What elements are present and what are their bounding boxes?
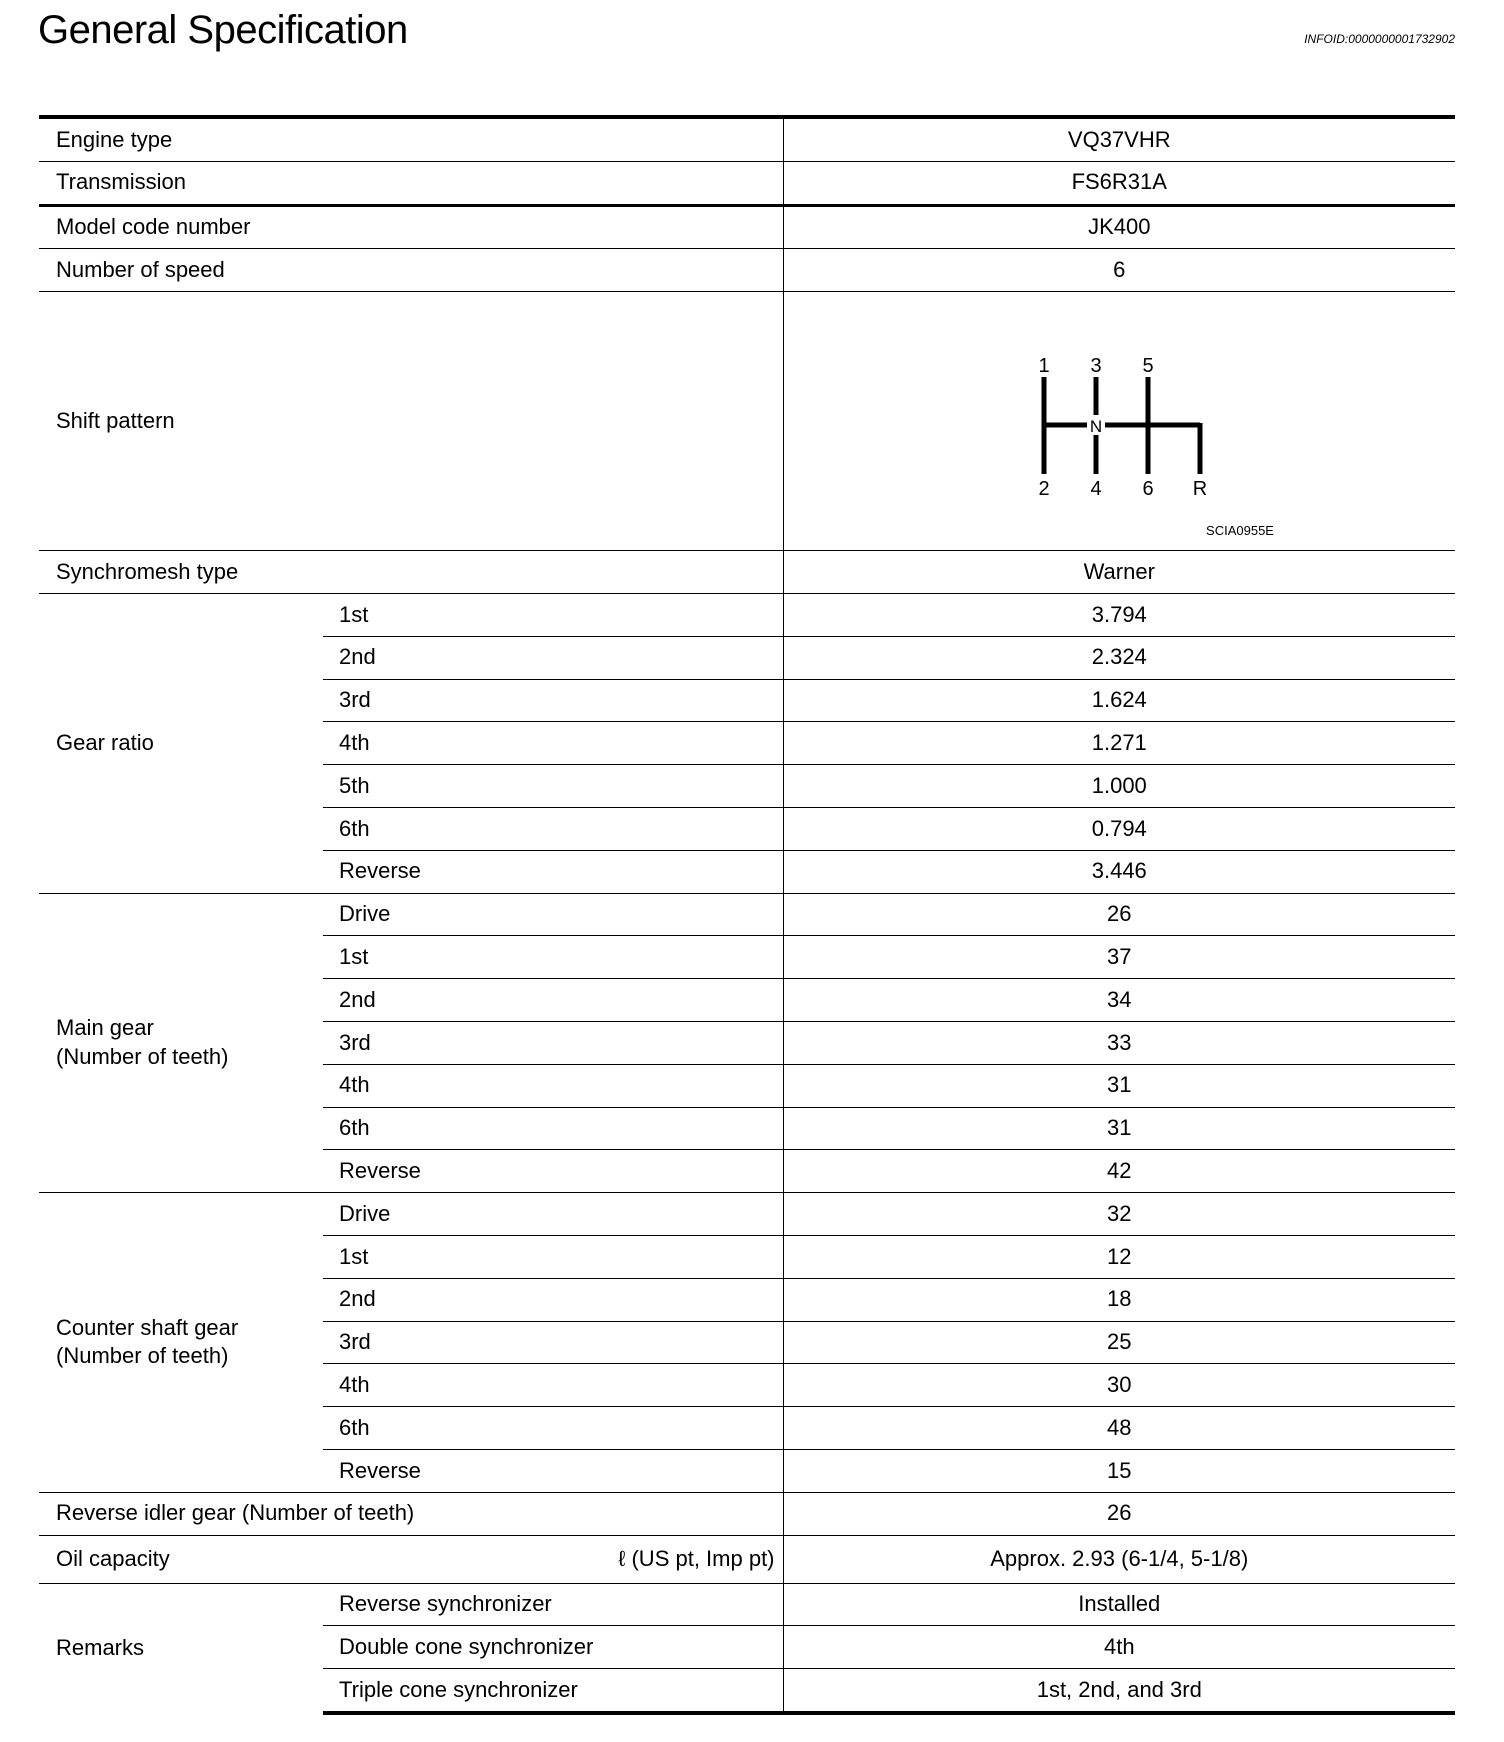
shift-label-4: 4 xyxy=(1089,478,1102,501)
oil-capacity-label: Oil capacity xyxy=(56,1545,170,1571)
gear-ratio-gear: 6th xyxy=(323,807,783,850)
table-row xyxy=(39,117,1455,161)
table-row xyxy=(39,893,1455,936)
shift-pattern-cell xyxy=(783,292,1455,551)
main-gear-value: 31 xyxy=(783,1064,1455,1107)
oil-capacity-label-cell xyxy=(39,1535,783,1583)
gear-ratio-value: 1.271 xyxy=(783,722,1455,765)
main-gear-gear: Drive xyxy=(323,893,783,936)
shift-label-n: N xyxy=(1089,417,1102,437)
main-gear-value: 33 xyxy=(783,1021,1455,1064)
table-row xyxy=(39,1535,1455,1583)
main-gear-gear: Reverse xyxy=(323,1150,783,1193)
counter-gear-value: 15 xyxy=(783,1449,1455,1492)
counter-gear-gear: 4th xyxy=(323,1364,783,1407)
engine-type-value: VQ37VHR xyxy=(783,117,1455,161)
shift-pattern-diagram xyxy=(784,292,1456,550)
page-title: General Specification xyxy=(38,8,408,52)
table-row xyxy=(39,1583,1455,1626)
main-gear-gear: 3rd xyxy=(323,1021,783,1064)
counter-gear-value: 48 xyxy=(783,1407,1455,1450)
shift-label-2: 2 xyxy=(1037,478,1050,501)
synchromesh-value: Warner xyxy=(783,551,1455,594)
gear-ratio-gear: 4th xyxy=(323,722,783,765)
counter-gear-gear: Drive xyxy=(323,1193,783,1236)
table-row xyxy=(39,292,1455,551)
shift-label-r: R xyxy=(1192,478,1207,501)
gear-ratio-gear: 3rd xyxy=(323,679,783,722)
counter-gear-value: 18 xyxy=(783,1278,1455,1321)
counter-gear-label-line1: Counter shaft gear xyxy=(56,1314,239,1340)
remarks-value: Installed xyxy=(783,1583,1455,1626)
oil-capacity-value: Approx. 2.93 (6-1/4, 5-1/8) xyxy=(783,1535,1455,1583)
main-gear-value: 42 xyxy=(783,1150,1455,1193)
gear-ratio-label: Gear ratio xyxy=(39,593,323,893)
table-row xyxy=(39,551,1455,594)
remarks-label: Remarks xyxy=(39,1583,323,1713)
main-gear-gear: 4th xyxy=(323,1064,783,1107)
gear-ratio-gear: 1st xyxy=(323,593,783,636)
shift-label-1: 1 xyxy=(1037,355,1050,378)
counter-gear-gear: 3rd xyxy=(323,1321,783,1364)
reverse-idler-label: Reverse idler gear (Number of teeth) xyxy=(39,1492,783,1535)
num-speed-label: Number of speed xyxy=(39,249,783,292)
remarks-item: Reverse synchronizer xyxy=(323,1583,783,1626)
info-id: INFOID:0000000001732902 xyxy=(1304,32,1455,46)
shift-label-6: 6 xyxy=(1141,478,1154,501)
shift-label-3: 3 xyxy=(1089,355,1102,378)
remarks-item: Double cone synchronizer xyxy=(323,1626,783,1669)
main-gear-label-line2: (Number of teeth) xyxy=(56,1043,229,1069)
table-row xyxy=(39,1492,1455,1535)
transmission-label: Transmission xyxy=(39,161,783,205)
gear-ratio-value: 2.324 xyxy=(783,636,1455,679)
remarks-item: Triple cone synchronizer xyxy=(323,1669,783,1713)
table-row xyxy=(39,593,1455,636)
gear-ratio-gear: 5th xyxy=(323,765,783,808)
gear-ratio-value: 3.794 xyxy=(783,593,1455,636)
main-gear-value: 31 xyxy=(783,1107,1455,1150)
shift-pattern-label: Shift pattern xyxy=(39,292,783,551)
main-gear-value: 34 xyxy=(783,979,1455,1022)
main-gear-value: 37 xyxy=(783,936,1455,979)
gear-ratio-value: 3.446 xyxy=(783,850,1455,893)
synchromesh-label: Synchromesh type xyxy=(39,551,783,594)
counter-gear-gear: Reverse xyxy=(323,1449,783,1492)
gear-ratio-value: 1.624 xyxy=(783,679,1455,722)
figure-id: SCIA0955E xyxy=(1205,523,1274,539)
remarks-value: 4th xyxy=(783,1626,1455,1669)
counter-gear-label-line2: (Number of teeth) xyxy=(56,1343,229,1369)
table-row xyxy=(39,1193,1455,1236)
counter-gear-gear: 2nd xyxy=(323,1278,783,1321)
remarks-value: 1st, 2nd, and 3rd xyxy=(783,1669,1455,1713)
table-row xyxy=(39,249,1455,292)
gear-ratio-gear: Reverse xyxy=(323,850,783,893)
gear-ratio-gear: 2nd xyxy=(323,636,783,679)
model-code-value: JK400 xyxy=(783,205,1455,249)
counter-gear-value: 30 xyxy=(783,1364,1455,1407)
main-gear-gear: 2nd xyxy=(323,979,783,1022)
oil-capacity-unit: ℓ (US pt, Imp pt) xyxy=(618,1545,775,1571)
counter-gear-gear: 1st xyxy=(323,1235,783,1278)
reverse-idler-value: 26 xyxy=(783,1492,1455,1535)
engine-type-label: Engine type xyxy=(39,117,783,161)
counter-gear-value: 32 xyxy=(783,1193,1455,1236)
counter-gear-value: 25 xyxy=(783,1321,1455,1364)
num-speed-value: 6 xyxy=(783,249,1455,292)
counter-gear-label xyxy=(39,1193,323,1493)
table-row xyxy=(39,205,1455,249)
main-gear-value: 26 xyxy=(783,893,1455,936)
main-gear-gear: 6th xyxy=(323,1107,783,1150)
main-gear-label xyxy=(39,893,323,1193)
shift-label-5: 5 xyxy=(1141,355,1154,378)
spec-table xyxy=(39,115,1455,1715)
gear-ratio-value: 0.794 xyxy=(783,807,1455,850)
gear-ratio-value: 1.000 xyxy=(783,765,1455,808)
table-row xyxy=(39,161,1455,205)
main-gear-gear: 1st xyxy=(323,936,783,979)
model-code-label: Model code number xyxy=(39,205,783,249)
counter-gear-gear: 6th xyxy=(323,1407,783,1450)
main-gear-label-line1: Main gear xyxy=(56,1015,154,1041)
counter-gear-value: 12 xyxy=(783,1235,1455,1278)
transmission-value: FS6R31A xyxy=(783,161,1455,205)
